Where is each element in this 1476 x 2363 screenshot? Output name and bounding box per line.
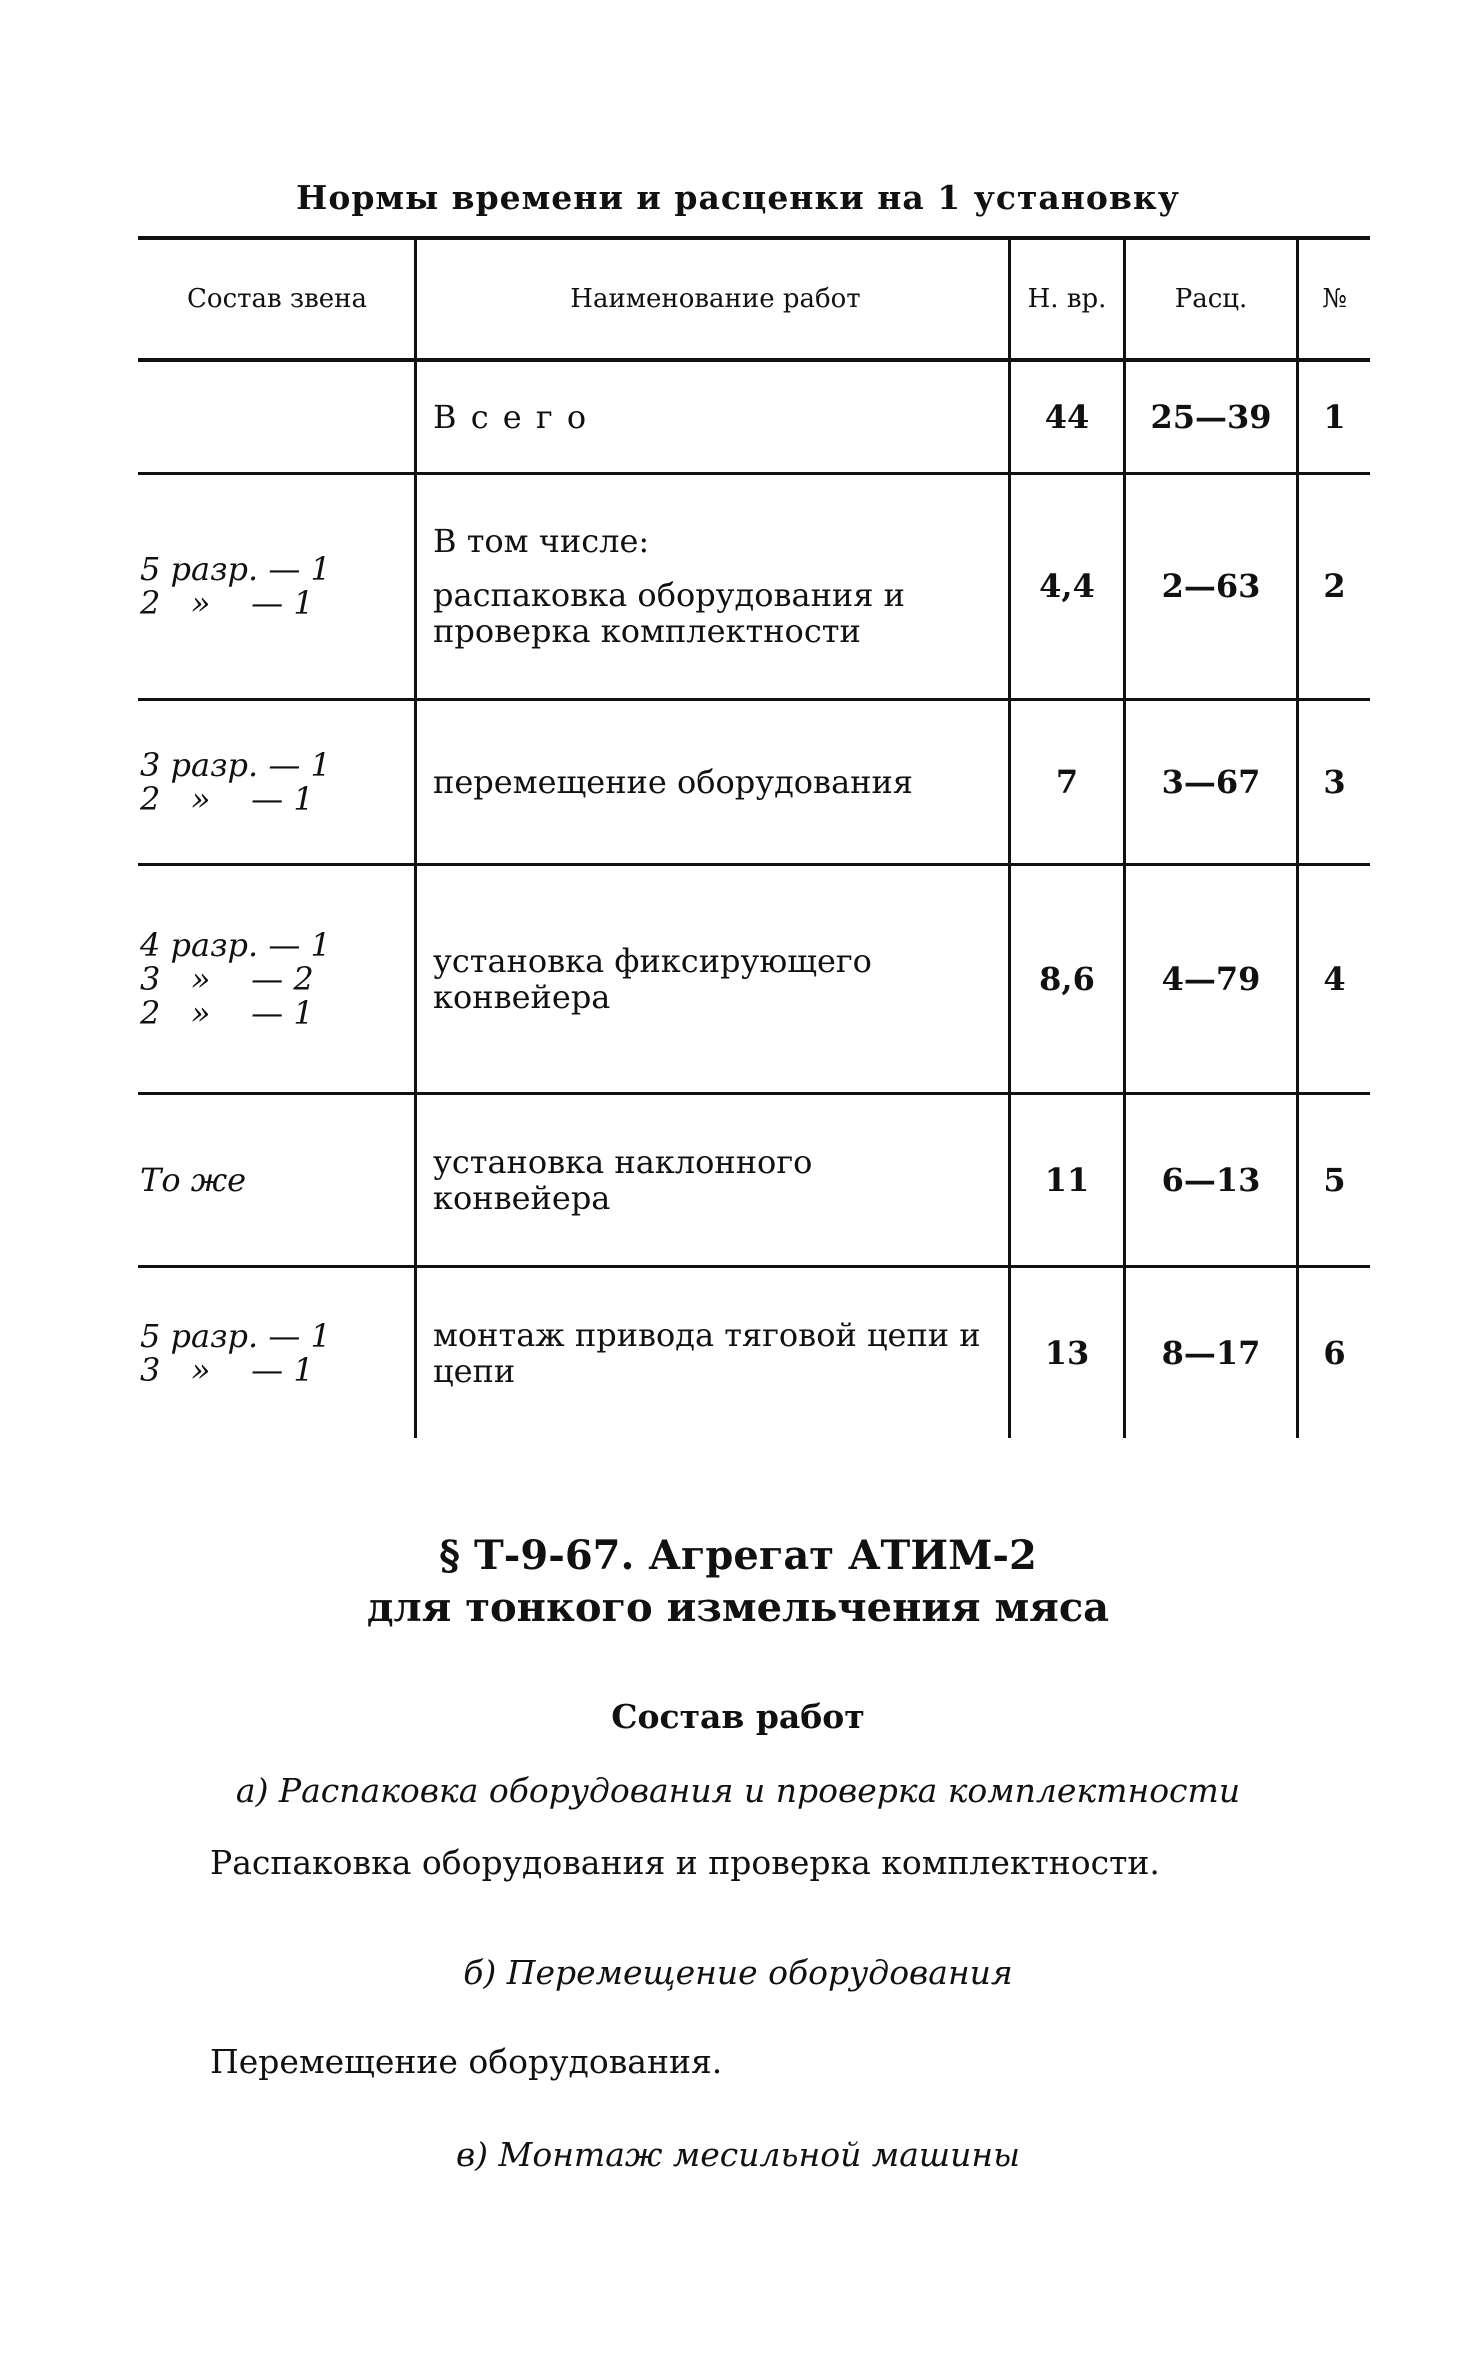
crew-line: 5 разр. — 1 (140, 1316, 331, 1355)
crew-line: 3 » — 1 (140, 1350, 314, 1389)
work-cell (416, 864, 1010, 1093)
crew-cell (138, 1266, 416, 1438)
section-heading (0, 1530, 1476, 1634)
crew-line: 2 » — 1 (140, 779, 314, 818)
rate-cell: 2—63 (1125, 473, 1298, 699)
num-cell: 5 (1298, 1093, 1371, 1266)
header-rate: Расц. (1125, 238, 1298, 360)
rate-cell: 3—67 (1125, 699, 1298, 864)
rate-cell: 8—17 (1125, 1266, 1298, 1438)
time-cell: 44 (1010, 360, 1125, 473)
table-row (138, 1266, 1370, 1438)
table-body (138, 360, 1370, 1438)
work-name: установка наклонного конвейера (433, 1142, 813, 1217)
item-a-text: Распаковка оборудования и проверка комплектности. (210, 1843, 1160, 1882)
work-cell (416, 1093, 1010, 1266)
work-name: установка фиксирующего конвейера (433, 941, 872, 1016)
crew-line: 2 » — 1 (140, 993, 314, 1032)
time-cell: 13 (1010, 1266, 1125, 1438)
num-cell: 6 (1298, 1266, 1371, 1438)
header-time: Н. вр. (1010, 238, 1125, 360)
num-cell: 3 (1298, 699, 1371, 864)
table-row (138, 473, 1370, 699)
rate-cell: 4—79 (1125, 864, 1298, 1093)
work-name: В с е г о (433, 397, 589, 436)
crew-cell (138, 699, 416, 864)
work-cell (416, 473, 1010, 699)
item-a-heading: а) Распаковка оборудования и проверка комплектности (235, 1771, 1241, 1810)
num-cell: 1 (1298, 360, 1371, 473)
table-title: Нормы времени и расценки на 1 установку (296, 178, 1180, 217)
crew-cell (138, 473, 416, 699)
num-cell: 2 (1298, 473, 1371, 699)
time-cell: 4,4 (1010, 473, 1125, 699)
crew-cell (138, 864, 416, 1093)
composition-heading: Состав работ (611, 1697, 865, 1736)
table-row (138, 699, 1370, 864)
item-b-heading: б) Перемещение оборудования (463, 1953, 1013, 1992)
crew-line: 3 » — 2 (140, 959, 314, 998)
section-title-line1: § Т-9-67. Агрегат АТИМ-2 (439, 1532, 1037, 1579)
crew-line: То же (140, 1160, 247, 1199)
work-name: распаковка оборудования и проверка комплектности (433, 576, 905, 650)
crew-line: 5 разр. — 1 (140, 550, 331, 588)
crew-cell (138, 1093, 416, 1266)
item-c-heading: в) Монтаж месильной машины (455, 2135, 1021, 2174)
work-subhead: В том числе: (433, 522, 650, 560)
work-cell (416, 699, 1010, 864)
num-cell: 4 (1298, 864, 1371, 1093)
header-crew: Состав звена (138, 238, 416, 360)
rate-cell: 6—13 (1125, 1093, 1298, 1266)
time-cell: 8,6 (1010, 864, 1125, 1093)
table-header-row (138, 238, 1370, 360)
time-cell: 7 (1010, 699, 1125, 864)
crew-line: 4 разр. — 1 (140, 925, 331, 964)
time-cell: 11 (1010, 1093, 1125, 1266)
item-b-text: Перемещение оборудования. (210, 2042, 723, 2081)
table-row (138, 864, 1370, 1093)
crew-line: 2 » — 1 (140, 584, 314, 622)
crew-cell (138, 360, 416, 473)
work-name: перемещение оборудования (433, 762, 913, 801)
work-cell (416, 360, 1010, 473)
header-num: № (1298, 238, 1371, 360)
table-row (138, 1093, 1370, 1266)
header-work: Наименование работ (416, 238, 1010, 360)
rate-cell: 25—39 (1125, 360, 1298, 473)
work-name: монтаж привода тяговой цепи и цепи (433, 1315, 981, 1390)
section-title-line2: для тонкого измельчения мяса (366, 1584, 1110, 1631)
norms-table (138, 236, 1370, 1438)
work-cell (416, 1266, 1010, 1438)
table-row (138, 360, 1370, 473)
crew-line: 3 разр. — 1 (140, 745, 331, 784)
